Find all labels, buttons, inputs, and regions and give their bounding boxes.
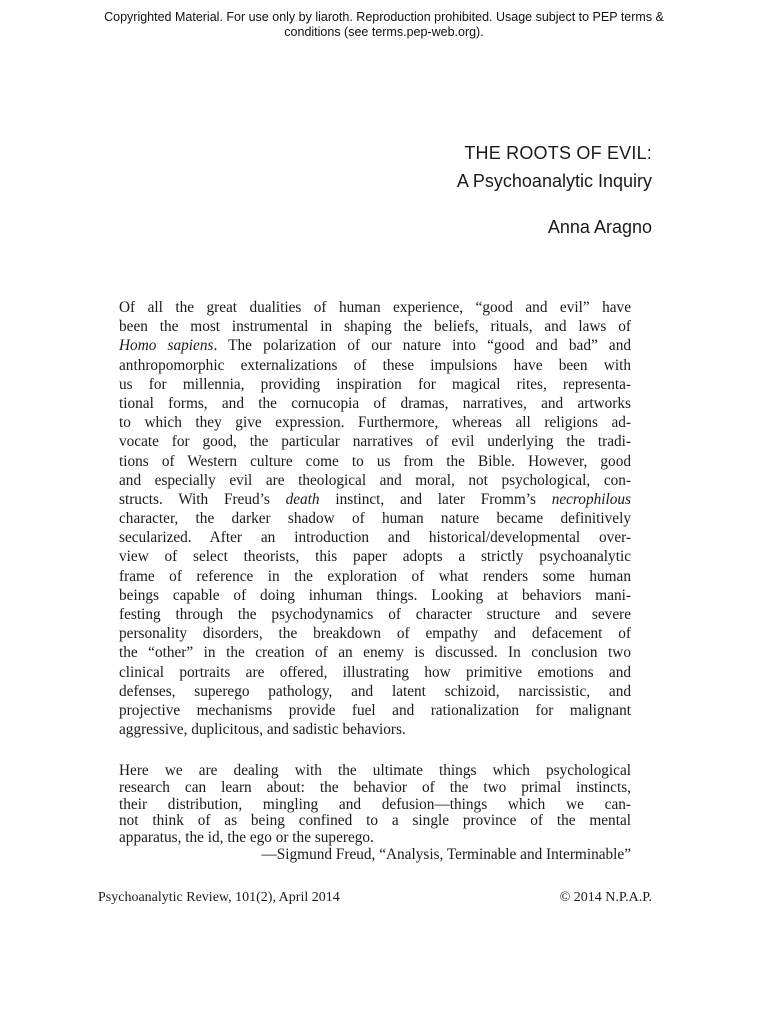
abstract-line: tional forms, and the cornucopia of dramas, narratives, and artworks	[119, 394, 631, 412]
epigraph-line: not think of as being confined to a single province of the mental	[119, 812, 631, 830]
epigraph-line: research can learn about: the behavior of the two primal instincts,	[119, 778, 631, 796]
journal-citation: Psychoanalytic Review, 101(2), April 2014	[98, 890, 340, 905]
abstract-line: character, the darker shadow of human nature became definitively	[119, 510, 631, 528]
epigraph-line: their distribution, mingling and defusion—things which we can-	[119, 795, 631, 813]
abstract-italic-term: death	[285, 490, 320, 508]
abstract-line: aggressive, duplicitous, and sadistic behaviors.	[119, 721, 406, 739]
article-title: THE ROOTS OF EVIL:	[464, 143, 652, 163]
abstract-line: tions of Western culture come to us from the Bible. However, good	[119, 452, 631, 470]
abstract-line	[119, 336, 631, 355]
abstract-line: view of select theorists, this paper adopts a strictly psychoanalytic	[119, 548, 631, 566]
article-header	[457, 140, 652, 240]
copyright-notice: © 2014 N.P.A.P.	[559, 890, 652, 905]
article-subtitle: A Psychoanalytic Inquiry	[456, 171, 652, 191]
abstract-line: vocate for good, the particular narratives of evil underlying the tradi-	[119, 433, 631, 451]
abstract-line: been the most instrumental in shaping the beliefs, rituals, and laws of	[119, 318, 631, 336]
abstract-line: defenses, superego pathology, and latent schizoid, narcissistic, and	[119, 682, 631, 700]
abstract-line: clinical portraits are offered, illustrating how primitive emotions and	[119, 663, 631, 681]
abstract-line: frame of reference in the exploration of what renders some human	[119, 567, 631, 585]
abstract-line: beings capable of doing inhuman things. Looking at behaviors mani-	[119, 586, 631, 604]
abstract-line: personality disorders, the breakdown of empathy and defacement of	[119, 625, 631, 643]
epigraph-line: apparatus, the id, the ego or the superego.	[119, 829, 374, 847]
abstract-line: projective mechanisms provide fuel and rationalization for malignant	[119, 701, 631, 719]
abstract-line: the “other” in the creation of an enemy is discussed. In conclusion two	[119, 644, 631, 662]
copyright-banner	[0, 10, 768, 40]
epigraph-line: Here we are dealing with the ultimate things which psychological	[119, 762, 631, 779]
abstract-line: secularized. After an introduction and historical/developmental over-	[119, 529, 631, 547]
abstract-line: anthropomorphic externalizations of these impulsions have been with	[119, 356, 631, 374]
abstract-italic-term: Homo sapiens	[119, 337, 214, 355]
abstract-line	[119, 490, 631, 509]
article-author: Anna Aragno	[547, 217, 652, 237]
abstract-line-text: . The polarization of our nature into “good and bad” and	[213, 337, 632, 355]
abstract-line-text: instinct, and later Fromm’s	[319, 490, 552, 508]
banner-line-1: Copyrighted Material. For use only by liaroth. Reproduction prohibited. Usage subject to PEP terms &	[104, 10, 664, 24]
abstract-italic-term: necrophilous	[551, 490, 631, 508]
abstract-line-text: structs. With Freud’s	[119, 490, 286, 508]
abstract	[119, 298, 631, 739]
abstract-line: Of all the great dualities of human experience, “good and evil” have	[119, 299, 631, 316]
banner-line-2: conditions (see terms.pep-web.org).	[284, 25, 484, 39]
abstract-line: us for millennia, providing inspiration for magical rites, representa-	[119, 375, 631, 393]
page-footer	[98, 889, 652, 907]
epigraph	[119, 763, 631, 864]
abstract-line: festing through the psychodynamics of character structure and severe	[119, 606, 631, 623]
abstract-line: to which they give expression. Furthermore, whereas all religions ad-	[119, 414, 631, 432]
abstract-line: and especially evil are theological and moral, not psychological, con-	[119, 471, 631, 489]
epigraph-attribution: —Sigmund Freud, “Analysis, Terminable and Interminable”	[261, 845, 631, 863]
